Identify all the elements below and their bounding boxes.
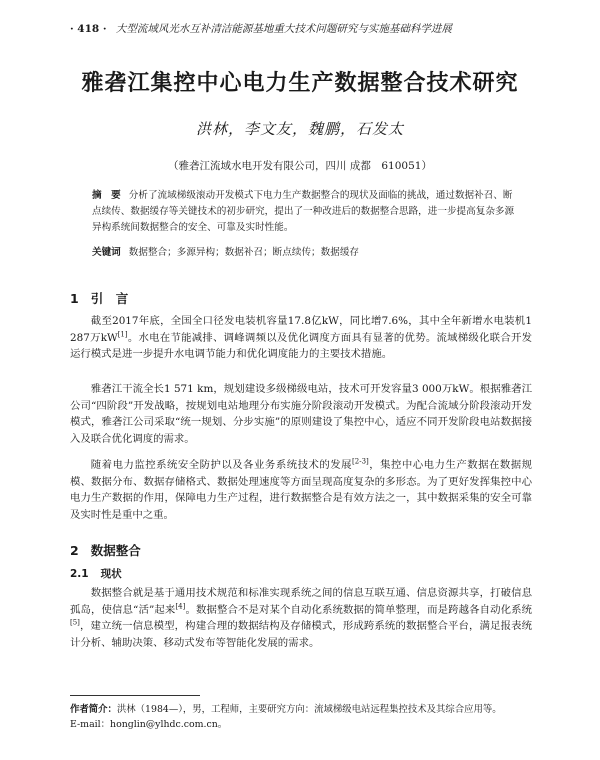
section-heading-introduction (70, 289, 128, 307)
paragraph: 截至2017年底，全国全口径发电装机容量17.8亿kW，同比增7.6%，其中全年新增水电装机1 287万kW[1]。水电在节能减排、调峰调频以及优化调度方面具有显著的优势。流域梯级化联合开发运行模式是进一步提升水电调节能力和优化调度能力的主要技术措施。 (70, 315, 532, 360)
page-number: · 418 · (70, 23, 107, 35)
running-header (70, 20, 540, 38)
abstract (92, 188, 522, 236)
section-title: 引 言 (90, 291, 129, 306)
journal-title: 大型流域风光水互补清洁能源基地重大技术问题研究与实施基础科学进展 (115, 23, 452, 35)
paragraph: 数据整合就是基于通用技术规范和标准实现系统之间的信息互联互通、信息资源共享，打破信息孤岛，使信息“活”起来[4]。数据整合不是对某个自动化系统数据的简单整理，而是跨越各自动化系统[5]，建立统一信息模型，构建合理的数据结构及存储模式，形成跨系统的数据整合平台，满足报表统计分析、辅助决策、移动式发布等智能化发展的需求。 (70, 587, 533, 649)
author-email: E-mail：honglin@ylhdc.com.cn。 (70, 719, 228, 730)
citation: [5] (70, 618, 80, 627)
abstract-text: 分析了流域梯级滚动开发模式下电力生产数据整合的现状及面临的挑战，通过数据补召、断点续传、数据缓存等关键技术的初步研究，提出了一种改进后的数据整合思路，进一步提高复杂多源异构系统间数据整合的安全、可靠及实时性能。 (92, 190, 515, 233)
subsection-heading-status (70, 566, 122, 581)
paragraph: 雅砻江干流全长1 571 km，规划建设多级梯级电站，技术可开发容量3 000万kW。根据雅砻江公司“四阶段”开发战略，按规划电站地理分布实施分阶段滚动开发模式。为配合流域分阶段滚动开发模式，雅砻江公司采取“统一规划、分步实施”的原则建设了集控中心，适应不同开发阶段电站数据接入及联合优化调度的需求。 (70, 383, 532, 445)
section-number: 2 (70, 543, 79, 558)
footnote-label: 作者简介： (70, 704, 117, 715)
keywords-label: 关键词 (92, 247, 121, 258)
section-title: 数据整合 (90, 543, 141, 558)
citation: [4] (175, 602, 186, 611)
subsection-title: 现状 (100, 568, 122, 580)
paper-title: 雅砻江集控中心电力生产数据整合技术研究 (81, 71, 519, 96)
citation: [2-3] (352, 457, 369, 466)
author-footnote (70, 702, 532, 732)
keywords-text: 数据整合；多源异构；数据补召；断点续传；数据缓存 (128, 247, 360, 258)
footnote-text: 洪林（1984—），男，工程师，主要研究方向：流域梯级电站远程集控技术及其综合应用等。 (116, 704, 502, 715)
affiliation: （雅砻江流域水电开发有限公司，四川 成都 610051） (168, 160, 432, 172)
paragraph: 随着电力监控系统安全防护以及各业务系统技术的发展[2-3]，集控中心电力生产数据在数据规模、数据分布、数据存储格式、数据处理速度等方面呈现高度复杂的多形态。为了更好发挥集控中心电力生产数据的作用，保障电力生产过程，进行数据整合是有效方法之一，其中数据采集的安全可靠及实时性是重中之重。 (70, 457, 533, 521)
abstract-label: 摘 要 (92, 190, 121, 201)
section-number: 1 (70, 291, 79, 306)
author-list: 洪林，李文友，魏鹏，石发太 (195, 120, 404, 138)
citation: [1] (117, 330, 128, 339)
subsection-number: 2.1 (70, 568, 89, 580)
keywords (92, 245, 522, 261)
section-heading-data-integration (70, 541, 141, 559)
footnote-divider (70, 695, 200, 696)
